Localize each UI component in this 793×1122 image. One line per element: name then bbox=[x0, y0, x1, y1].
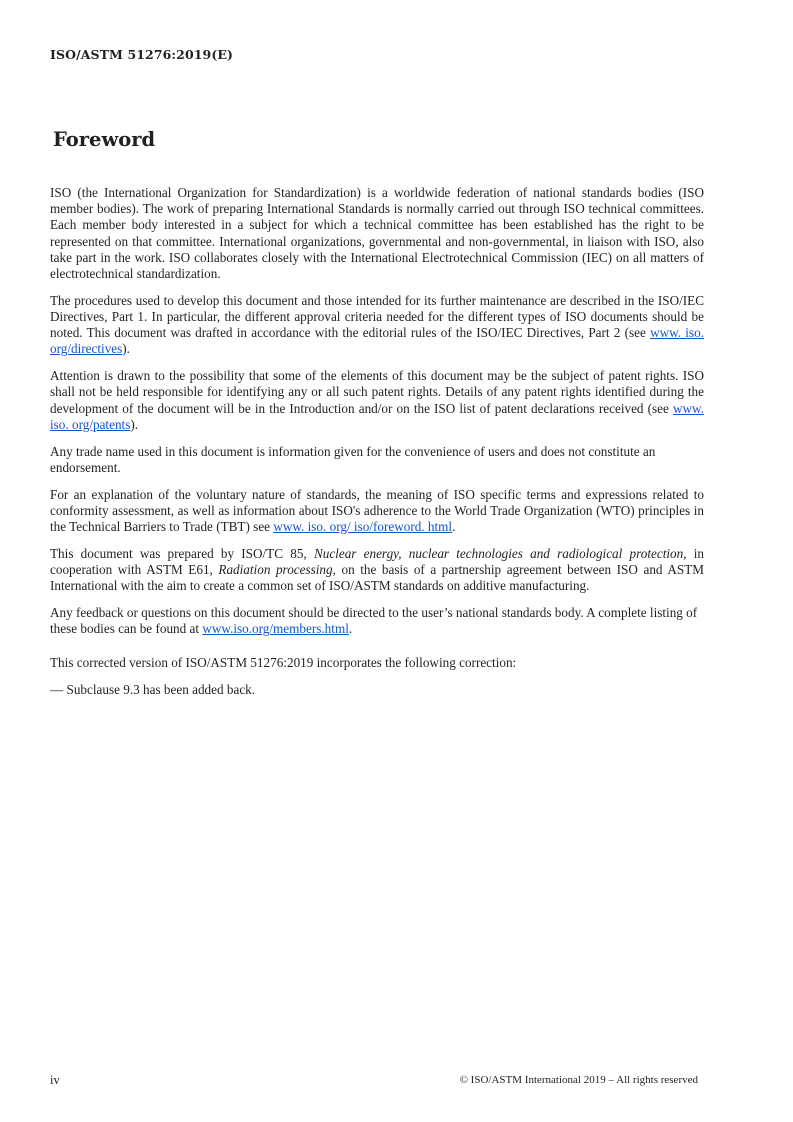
paragraph-prepared-c: , on the basis of a partnership agreement between ISO and ASTM International with the aim to create a common set of ISO/ASTM standards on additive manufacturing. bbox=[50, 562, 704, 594]
paragraph-iso-intro: ISO (the International Organization for Standardization) is a worldwide federation of national standards bodies (ISO member bodies). The work of preparing International Standards is normally carried out through ISO technical committees. Each member body interested in a subject for which a technical committee has been established has the right to be represented on that committee. International organizations, governmental and non-governmental, in liaison with ISO, also take part in the work. ISO collaborates closely with the International Electrotechnical Commission (IEC) on all matters of electrotechnical standardization. bbox=[50, 185, 704, 282]
members-link[interactable]: www.iso.org/members.html bbox=[202, 621, 349, 637]
paragraph-patents bbox=[50, 368, 704, 433]
paragraph-voluntary-end: . bbox=[452, 519, 456, 535]
patents-link[interactable]: www. iso. org/patents bbox=[50, 400, 704, 432]
paragraph-procedures bbox=[50, 293, 704, 358]
document-id-header: ISO/ASTM 51276:2019(E) bbox=[50, 47, 233, 62]
committee-name-tc85: Nuclear energy, nuclear technologies and radiological protection bbox=[313, 545, 684, 561]
foreword-body bbox=[50, 185, 704, 709]
copyright-notice: © ISO/ASTM International 2019 – All rights reserved bbox=[459, 1074, 698, 1086]
paragraph-prepared-by bbox=[50, 546, 704, 595]
paragraph-feedback bbox=[50, 605, 704, 637]
committee-name-e61: Radiation processing bbox=[218, 562, 333, 578]
paragraph-voluntary-nature bbox=[50, 487, 704, 536]
page-title: Foreword bbox=[53, 128, 156, 151]
paragraph-patents-end: ). bbox=[130, 416, 139, 432]
foreword-link[interactable]: www. iso. org/ iso/foreword. html bbox=[273, 519, 453, 535]
page-number: iv bbox=[50, 1073, 60, 1087]
paragraph-trade-name: Any trade name used in this document is information given for the convenience of users and does not constitute an endorsement. bbox=[50, 443, 656, 475]
paragraph-prepared-b: , in cooperation with ASTM E61, bbox=[50, 545, 704, 578]
paragraph-feedback-end: . bbox=[348, 621, 353, 637]
paragraph-procedures-end: ). bbox=[122, 341, 130, 357]
paragraph-voluntary-text: For an explanation of the voluntary nature of standards, the meaning of ISO specific terms and expressions related to conformity assessment, as well as information about ISO's adherence to the World Trade Organization (WTO) principles in the Technical Barriers to Trade (TBT) see bbox=[50, 486, 704, 535]
paragraph-corrected-version: This corrected version of ISO/ASTM 51276:2019 incorporates the following correction: bbox=[50, 655, 517, 671]
paragraph-prepared-a: This document was prepared by ISO/TC 85, bbox=[50, 545, 314, 561]
paragraph-patents-text: Attention is drawn to the possibility that some of the elements of this document may be the subject of patent rights. ISO shall not be held responsible for identifying any or all such patent rights. Details of any patent rights identified during the development of the document will be in the Introduction and/or on the ISO list of patent declarations received (see bbox=[50, 368, 704, 416]
paragraph-procedures-text: The procedures used to develop this document and those intended for its further maintenance are described in the ISO/IEC Directives, Part 1. In particular, the different approval criteria needed for the different types of ISO documents should be noted. This document was drafted in accordance with the editorial rules of the ISO/IEC Directives, Part 2 (see bbox=[50, 292, 704, 341]
paragraph-feedback-text: Any feedback or questions on this document should be directed to the user’s national standards body. A complete listing of these bodies can be found at bbox=[50, 605, 698, 637]
paragraph-correction-item: — Subclause 9.3 has been added back. bbox=[50, 682, 256, 698]
directives-link[interactable]: www. iso. org/directives bbox=[50, 325, 704, 357]
